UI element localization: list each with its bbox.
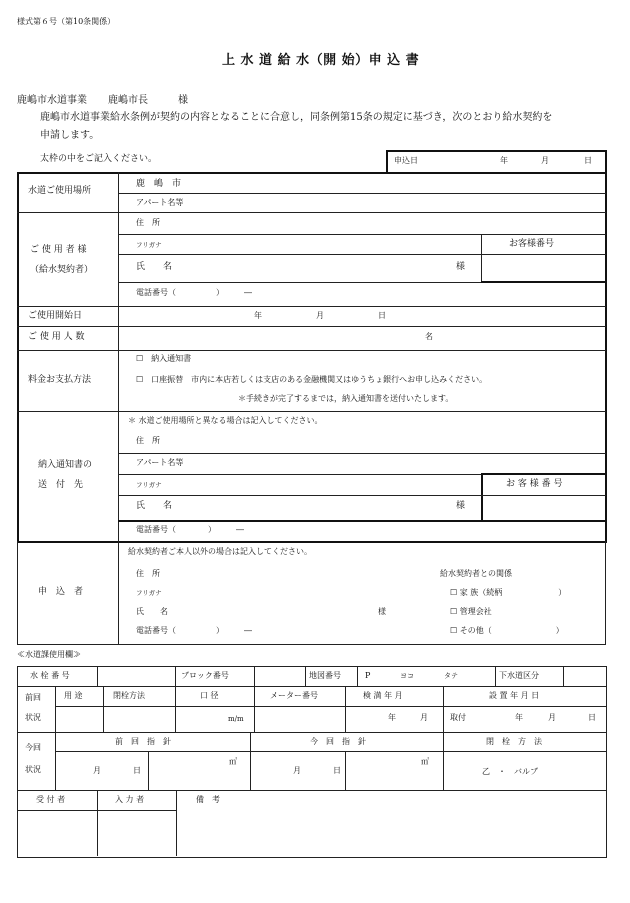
install-day: 日: [588, 713, 596, 722]
prev-reading-m3: ㎥: [229, 757, 237, 766]
location-city[interactable]: 鹿 嶋 市: [136, 179, 182, 189]
user-furigana[interactable]: フリガナ: [136, 241, 162, 249]
prev-reading-label: 前 回 指 針: [115, 737, 171, 746]
apply-date-month[interactable]: 月: [541, 156, 549, 165]
prev-status-2: 状況: [25, 713, 41, 722]
valve-label: 乙 ・ バルブ: [482, 767, 538, 776]
addressee-mayor: 鹿嶋市長: [108, 95, 148, 106]
notice-note: ＊ 水道ご使用場所と異なる場合は記入してください。: [128, 416, 323, 425]
cur-status-2: 状況: [25, 765, 41, 774]
applicant-relation: 給水契約者との関係: [440, 569, 512, 578]
apply-date-day[interactable]: 日: [584, 156, 592, 165]
install-year: 年: [515, 713, 523, 722]
receiver-label: 受 付 者: [36, 795, 66, 804]
start-date-year[interactable]: 年: [254, 311, 262, 320]
notice-name[interactable]: 氏 名: [136, 501, 173, 511]
install-month: 月: [548, 713, 556, 722]
applicant-label: 申 込 者: [38, 587, 84, 597]
meter-no-label: 水 栓 番 号: [30, 671, 70, 680]
diameter-label: 口 径: [200, 691, 219, 700]
install-date-label: 設 置 年 月 日: [489, 691, 540, 700]
apply-date-year[interactable]: 年: [500, 156, 508, 165]
applicant-company[interactable]: ☐ 管理会社: [450, 607, 492, 616]
remarks-label: 備 考: [196, 795, 220, 804]
payment-label: 料金お支払方法: [28, 375, 92, 385]
intro-line-1: 鹿嶋市水道事業給水条例が契約の内容となることに合意し，同条例第15条の規定に基づき，次のとおり給水契約を: [40, 112, 553, 123]
inspect-ym-label: 検 満 年 月: [363, 691, 403, 700]
map-tate: タテ: [444, 672, 458, 680]
meter-number-label: メーター番号: [270, 691, 318, 700]
close-method2-label: 閉 栓 方 法: [486, 737, 542, 746]
inputter-label: 入 力 者: [115, 795, 145, 804]
location-label: 水道ご使用場所: [28, 186, 92, 196]
map-yoko: ヨコ: [400, 672, 414, 680]
payment-option-invoice[interactable]: ☐ 納入通知書: [136, 354, 192, 363]
addressee-sama: 様: [178, 95, 188, 106]
applicant-family[interactable]: ☐ 家 族（続柄 ）: [450, 588, 567, 597]
use-label: 用 途: [64, 691, 83, 700]
notice-address[interactable]: 住 所: [136, 436, 160, 445]
applicant-note: 給水契約者ご本人以外の場合は記入してください。: [128, 547, 312, 556]
close-method-label: 閉栓方法: [113, 691, 145, 700]
diameter-unit: m/m: [228, 715, 244, 723]
intro-line-2: 申請します。: [40, 130, 100, 141]
cur-reading-m3: ㎥: [421, 757, 429, 766]
applicant-sama: 様: [378, 607, 386, 616]
start-date-label: ご使用開始日: [28, 311, 83, 321]
user-sama: 様: [456, 262, 466, 272]
user-phone[interactable]: 電話番号（ ） ―: [136, 288, 252, 297]
prev-status-1: 前回: [25, 693, 41, 702]
location-apartment[interactable]: アパート名等: [136, 198, 184, 207]
form-title: 上 水 道 給 水（開 始）申 込 書: [222, 53, 420, 68]
inspect-year: 年: [388, 713, 396, 722]
form-number: 様式第６号（第10条関係）: [17, 17, 116, 26]
map-p: P: [365, 671, 371, 680]
headcount-unit[interactable]: 名: [425, 332, 433, 341]
applicant-address[interactable]: 住 所: [136, 569, 160, 578]
applicant-other[interactable]: ☐ その他（ ）: [450, 626, 564, 635]
notice-sama: 様: [456, 501, 466, 511]
start-date-day[interactable]: 日: [378, 311, 386, 320]
notice-customer-no-label: お 客 様 番 号: [506, 479, 563, 489]
user-label-1: ご 使 用 者 様: [30, 245, 87, 255]
apply-date-label: 申込日: [394, 156, 418, 165]
prev-reading-month: 月: [93, 766, 101, 775]
user-address[interactable]: 住 所: [136, 218, 160, 227]
applicant-phone[interactable]: 電話番号（ ） ―: [136, 626, 252, 635]
fill-note: 太枠の中をご記入ください。: [40, 154, 158, 164]
inspect-month: 月: [420, 713, 428, 722]
notice-label-2: 送 付 先: [38, 480, 84, 490]
addressee-org: 鹿嶋市水道事業: [17, 95, 87, 106]
user-name[interactable]: 氏 名: [136, 262, 173, 272]
cur-reading-month: 月: [293, 766, 301, 775]
start-date-month[interactable]: 月: [316, 311, 324, 320]
headcount-label: ご 使 用 人 数: [28, 332, 85, 342]
cur-reading-day: 日: [333, 766, 341, 775]
notice-furigana[interactable]: フリガナ: [136, 481, 162, 489]
notice-apartment[interactable]: アパート名等: [136, 458, 184, 467]
payment-option-transfer[interactable]: ☐ 口座振替 市内に本店若しくは支店のある金融機関又はゆうちょ銀行へお申し込みください。: [136, 375, 488, 384]
map-no-label: 地図番号: [309, 671, 341, 680]
applicant-name[interactable]: 氏 名: [136, 607, 168, 616]
cur-reading-label: 今 回 指 針: [310, 737, 366, 746]
user-label-2: （給水契約者）: [30, 265, 94, 275]
applicant-furigana[interactable]: フリガナ: [136, 589, 162, 597]
cur-status-1: 今回: [25, 743, 41, 752]
user-customer-no-label: お客様番号: [509, 239, 555, 249]
install-label: 取付: [450, 713, 466, 722]
block-no-label: ブロック番号: [181, 671, 229, 680]
office-caption: ≪水道課使用欄≫: [17, 650, 81, 659]
notice-phone[interactable]: 電話番号（ ） ―: [136, 525, 244, 534]
notice-label-1: 納入通知書の: [38, 460, 93, 470]
sewer-label: 下水道区分: [499, 671, 539, 680]
payment-note: ＊手続きが完了するまでは，納入通知書を送付いたします。: [238, 394, 454, 403]
prev-reading-day: 日: [133, 766, 141, 775]
